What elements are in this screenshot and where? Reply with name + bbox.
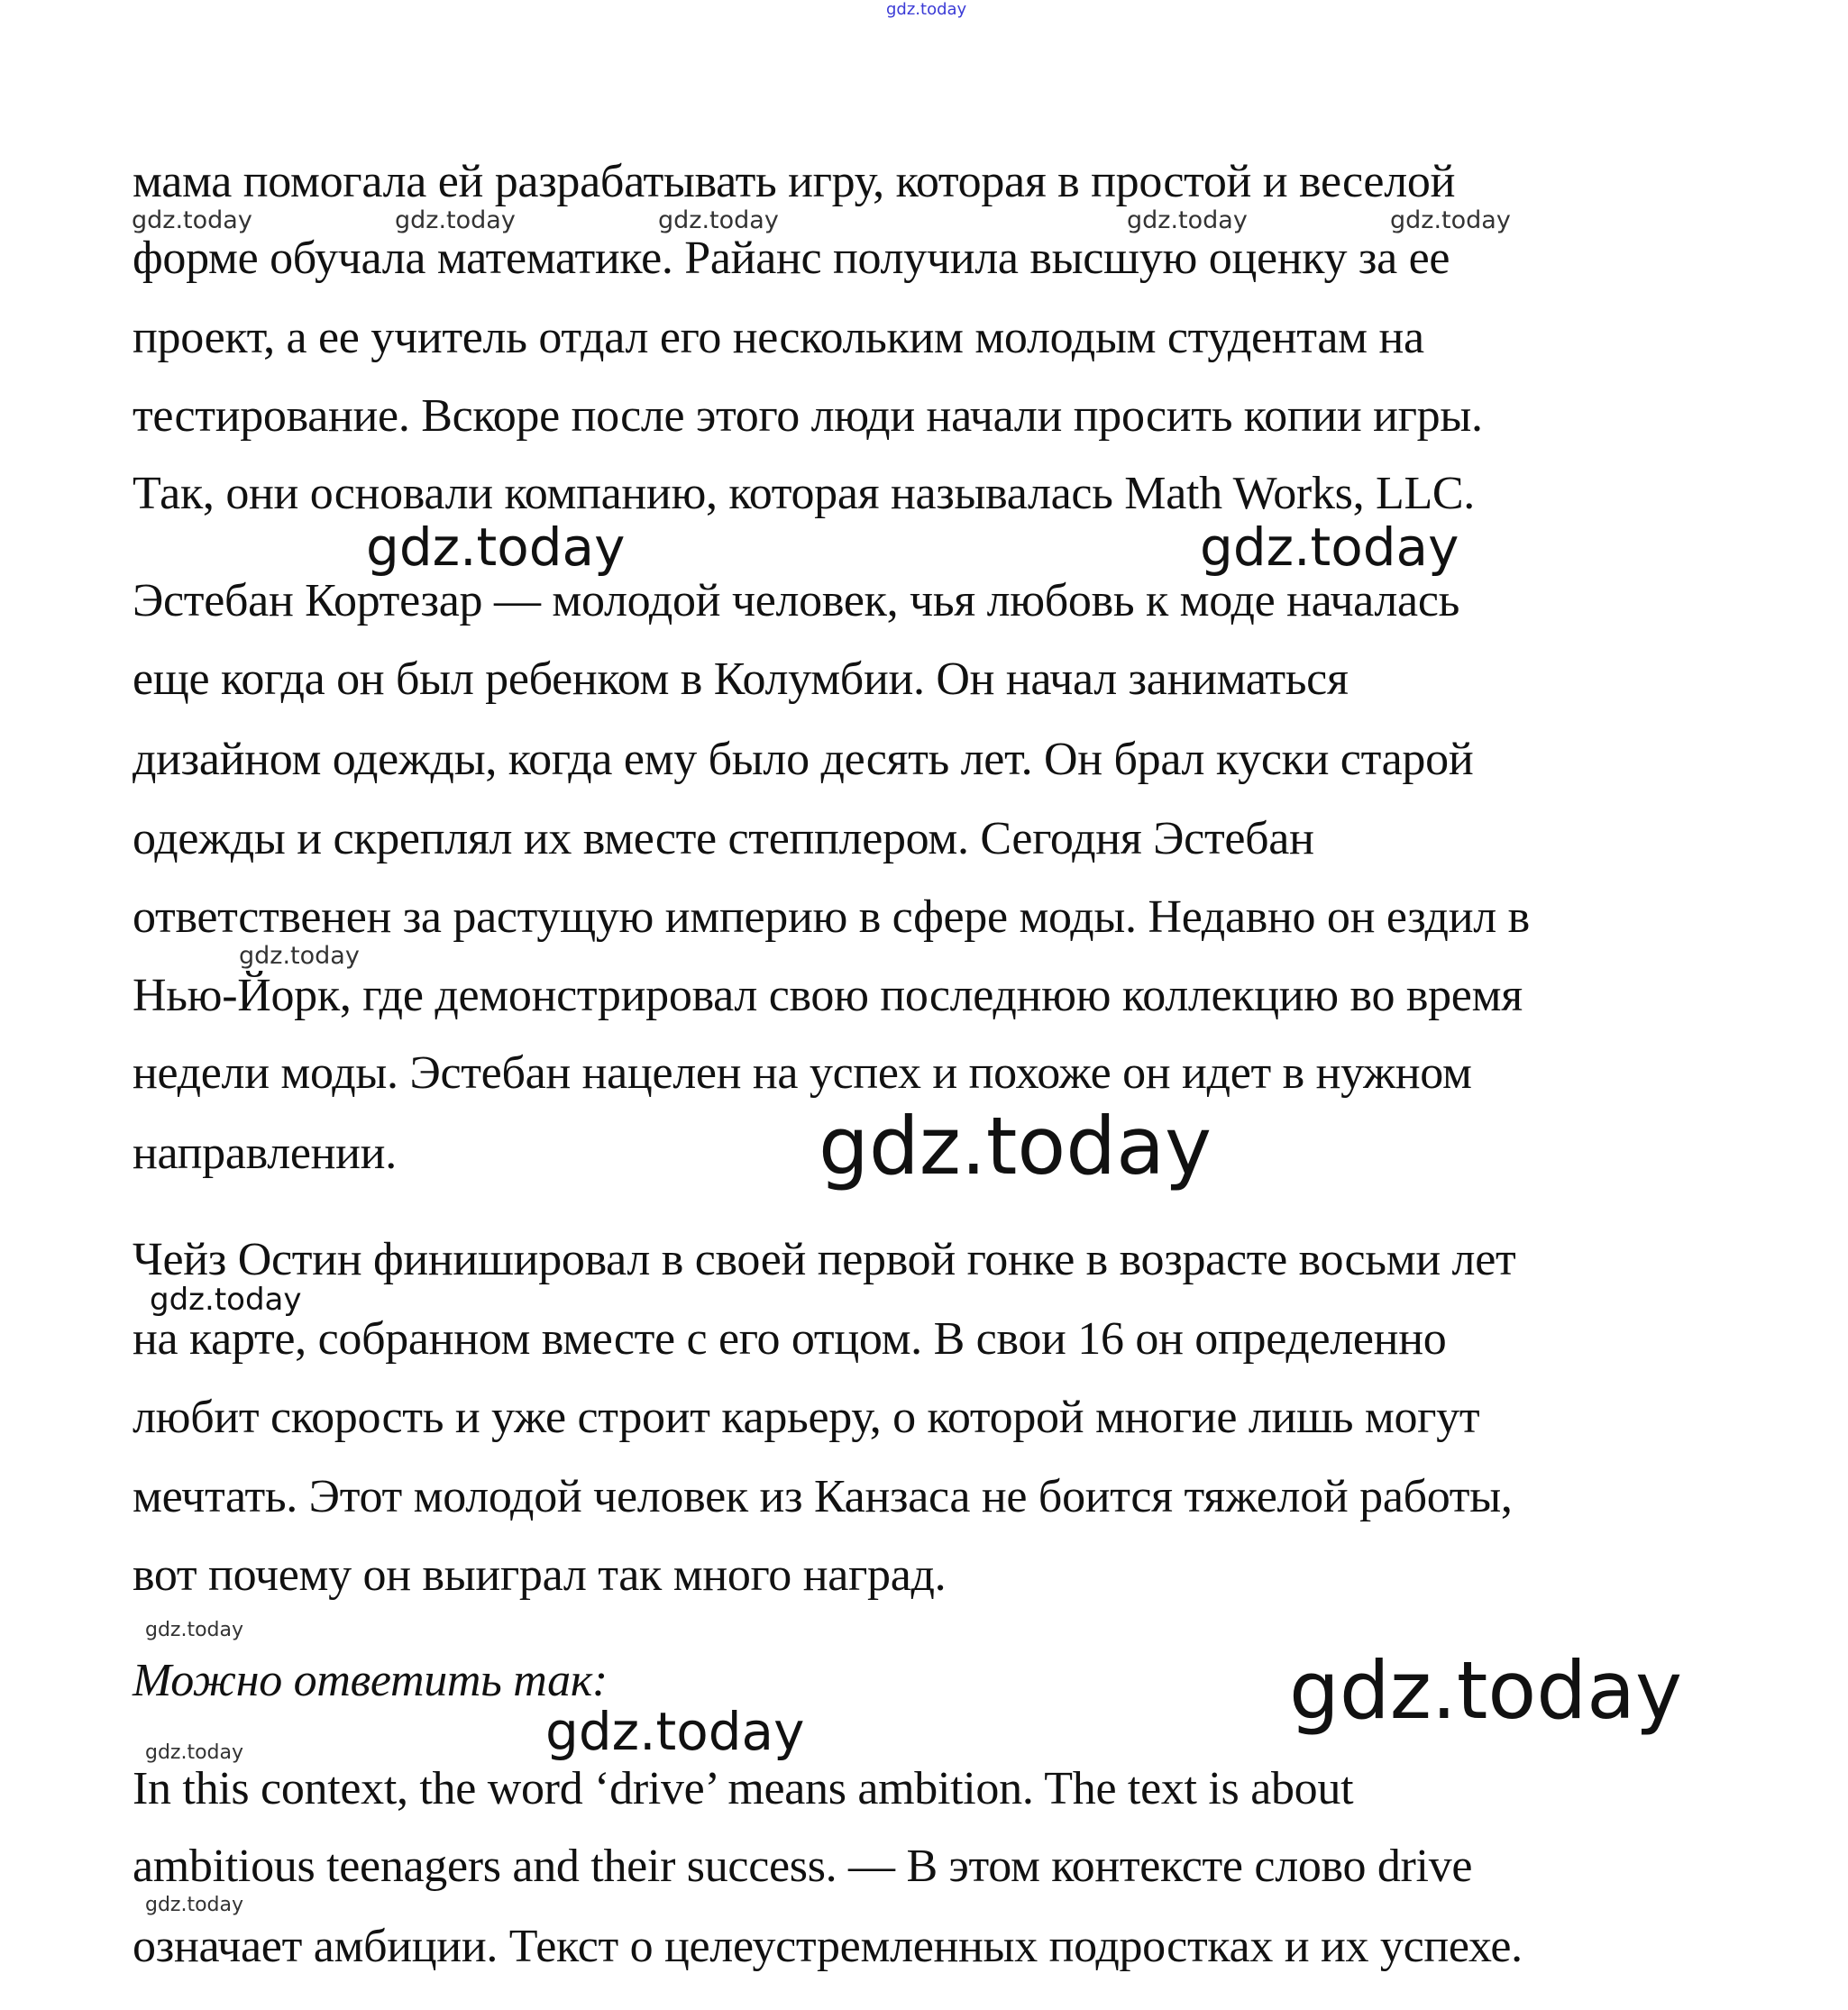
text-line: дизайном одежды, когда ему было десять лет. Он брал куски старой bbox=[133, 734, 1474, 785]
text-line: на карте, собранном вместе с его отцом. В свои 16 он определенно bbox=[133, 1313, 1447, 1365]
watermark: gdz.today bbox=[1390, 206, 1511, 234]
text-line: направлении. bbox=[133, 1128, 397, 1179]
text-line: вот почему он выиграл так много наград. bbox=[133, 1549, 947, 1601]
watermark: gdz.today bbox=[145, 1619, 244, 1641]
text-line: Эстебан Кортезар — молодой человек, чья любовь к моде началась bbox=[133, 575, 1460, 626]
text-line: Так, они основали компанию, которая называлась Math Works, LLC. bbox=[133, 468, 1475, 519]
text-line: одежды и скреплял их вместе степплером. Сегодня Эстебан bbox=[133, 813, 1314, 864]
answer-heading: Можно ответить так: bbox=[133, 1655, 608, 1706]
text-line: означает амбиции. Текст о целеустремленных подростках и их успехе. bbox=[133, 1921, 1523, 1972]
watermark: gdz.today bbox=[145, 1894, 244, 1916]
text-line: любит скорость и уже строит карьеру, о которой многие лишь могут bbox=[133, 1392, 1480, 1443]
watermark-top: gdz.today bbox=[886, 0, 967, 19]
text-line: мама помогала ей разрабатывать игру, которая в простой и веселой bbox=[133, 156, 1456, 207]
text-line: проект, а ее учитель отдал его нескольким молодым студентам на bbox=[133, 312, 1424, 363]
watermark: gdz.today bbox=[150, 1282, 302, 1318]
text-line: недели моды. Эстебан нацелен на успех и похоже он идет в нужном bbox=[133, 1047, 1472, 1099]
watermark: gdz.today bbox=[239, 942, 360, 970]
text-line: In this context, the word ‘drive’ means ambition. The text is about bbox=[133, 1763, 1354, 1814]
watermark: gdz.today bbox=[819, 1100, 1212, 1192]
watermark: gdz.today bbox=[395, 206, 516, 234]
text-line: ответственен за растущую империю в сфере моды. Недавно он ездил в bbox=[133, 891, 1530, 943]
watermark: gdz.today bbox=[545, 1701, 805, 1762]
watermark: gdz.today bbox=[132, 206, 252, 234]
watermark: gdz.today bbox=[1127, 206, 1248, 234]
watermark: gdz.today bbox=[1200, 516, 1459, 578]
text-line: еще когда он был ребенком в Колумбии. Он начал заниматься bbox=[133, 653, 1349, 705]
text-line: ambitious teenagers and their success. — В этом контексте слово drive bbox=[133, 1841, 1473, 1892]
text-line: Чейз Остин финишировал в своей первой гонке в возрасте восьми лет bbox=[133, 1234, 1516, 1285]
text-line: форме обучала математике. Райанс получила высшую оценку за ее bbox=[133, 233, 1450, 284]
text-line: Нью-Йорк, где демонстрировал свою последнюю коллекцию во время bbox=[133, 970, 1523, 1021]
watermark: gdz.today bbox=[366, 516, 626, 578]
watermark: gdz.today bbox=[145, 1741, 244, 1764]
watermark: gdz.today bbox=[658, 206, 779, 234]
watermark: gdz.today bbox=[1289, 1644, 1683, 1737]
text-line: тестирование. Вскоре после этого люди начали просить копии игры. bbox=[133, 390, 1483, 442]
text-line: мечтать. Этот молодой человек из Канзаса не боится тяжелой работы, bbox=[133, 1471, 1513, 1522]
